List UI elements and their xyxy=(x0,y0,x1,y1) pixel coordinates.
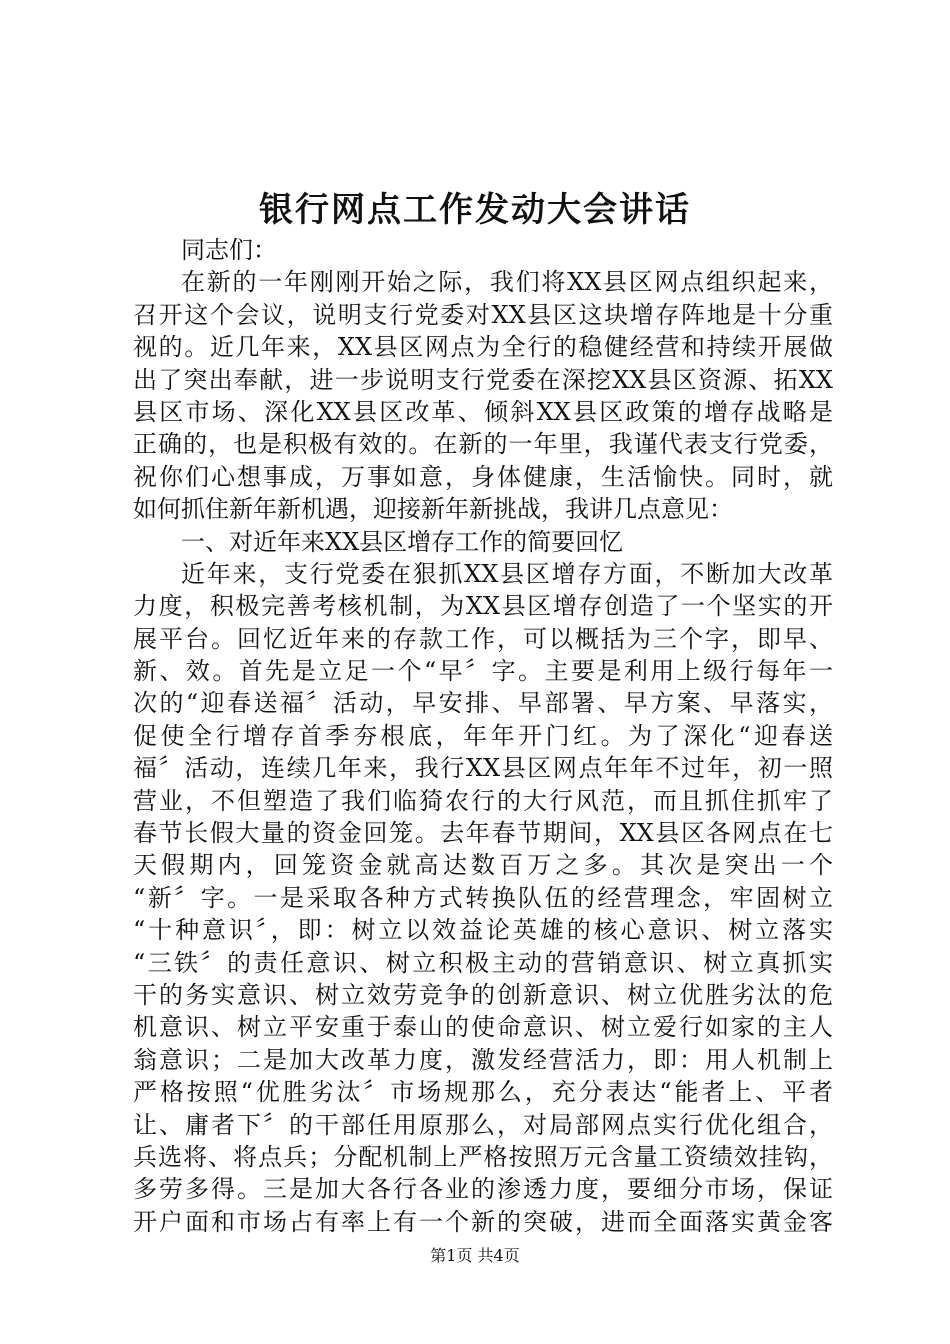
text-line: 机意识、树立平安重于泰山的使命意识、树立爱行如家的主人 xyxy=(133,1013,833,1042)
text-line: 在新的一年刚刚开始之际，我们将XX县区网点组织起来， xyxy=(181,268,833,297)
text-line: 让、庸者下〞的干部任用原那么，对局部网点实行优化组合， xyxy=(133,1110,833,1139)
text-line: “新〞字。一是采取各种方式转换队伍的经营理念，牢固树立 xyxy=(133,883,833,912)
text-line: 干的务实意识、树立效劳竞争的创新意识、树立优胜劣汰的危 xyxy=(133,980,833,1009)
text-line: 兵选将、将点兵；分配机制上严格按照万元含量工资绩效挂钩， xyxy=(133,1142,833,1171)
text-line: “十种意识〞，即：树立以效益论英雄的核心意识、树立落实 xyxy=(133,916,833,945)
text-line: 多劳多得。三是加大各行各业的渗透力度，要细分市场，保证 xyxy=(133,1175,833,1204)
text-line: 翁意识；二是加大改革力度，激发经营活力，即：用人机制上 xyxy=(133,1045,833,1074)
text-line: 营业，不但塑造了我们临猗农行的大行风范，而且抓住抓牢了 xyxy=(133,786,833,815)
text-line: 召开这个会议，说明支行党委对XX县区这块增存阵地是十分重 xyxy=(133,300,833,329)
text-line: 开户面和市场占有率上有一个新的突破，进而全面落实黄金客 xyxy=(133,1207,833,1236)
text-line: 春节长假大量的资金回笼。去年春节期间，XX县区各网点在七 xyxy=(133,819,833,848)
text-line: 展平台。回忆近年来的存款工作，可以概括为三个字，即早、 xyxy=(133,624,833,653)
document-title: 银行网点工作发动大会讲话 xyxy=(259,190,691,230)
text-line: 县区市场、深化XX县区改革、倾斜XX县区政策的增存战略是 xyxy=(133,397,833,426)
text-line: 祝你们心想事成，万事如意，身体健康，生活愉快。同时，就 xyxy=(133,462,833,491)
text-line: 近年来，支行党委在狠抓XX县区增存方面，不断加大改革 xyxy=(181,559,833,588)
text-line: “三铁〞的责任意识、树立积极主动的营销意识、树立真抓实 xyxy=(133,948,833,977)
text-line: 视的。近几年来，XX县区网点为全行的稳健经营和持续开展做 xyxy=(133,333,833,362)
text-line: 新、效。首先是立足一个“早〞字。主要是利用上级行每年一 xyxy=(133,657,833,686)
text-line: 促使全行增存首季夯根底，年年开门红。为了深化“迎春送 xyxy=(133,721,833,750)
text-line: 正确的，也是积极有效的。在新的一年里，我谨代表支行党委， xyxy=(133,430,833,459)
text-line: 福〞活动，连续几年来，我行XX县区网点年年不过年，初一照 xyxy=(133,754,833,783)
text-line: 力度，积极完善考核机制，为XX县区增存创造了一个坚实的开 xyxy=(133,592,833,621)
text-line: 如何抓住新年新机遇，迎接新年新挑战，我讲几点意见： xyxy=(133,495,733,524)
text-line: 天假期内，回笼资金就高达数百万之多。其次是突出一个 xyxy=(133,851,833,880)
text-line: 次的“迎春送福〞活动，早安排、早部署、早方案、早落实， xyxy=(133,689,833,718)
page-footer: 第1页 共4页 xyxy=(430,1246,520,1265)
text-line: 一、对近年来XX县区增存工作的简要回忆 xyxy=(181,527,624,556)
document-body xyxy=(133,234,833,1238)
text-line: 同志们： xyxy=(181,236,277,264)
text-line: 严格按照“优胜劣汰〞市场规那么，充分表达“能者上、平者 xyxy=(133,1078,833,1107)
text-line: 出了突出奉献，进一步说明支行党委在深挖XX县区资源、拓XX xyxy=(133,365,833,394)
